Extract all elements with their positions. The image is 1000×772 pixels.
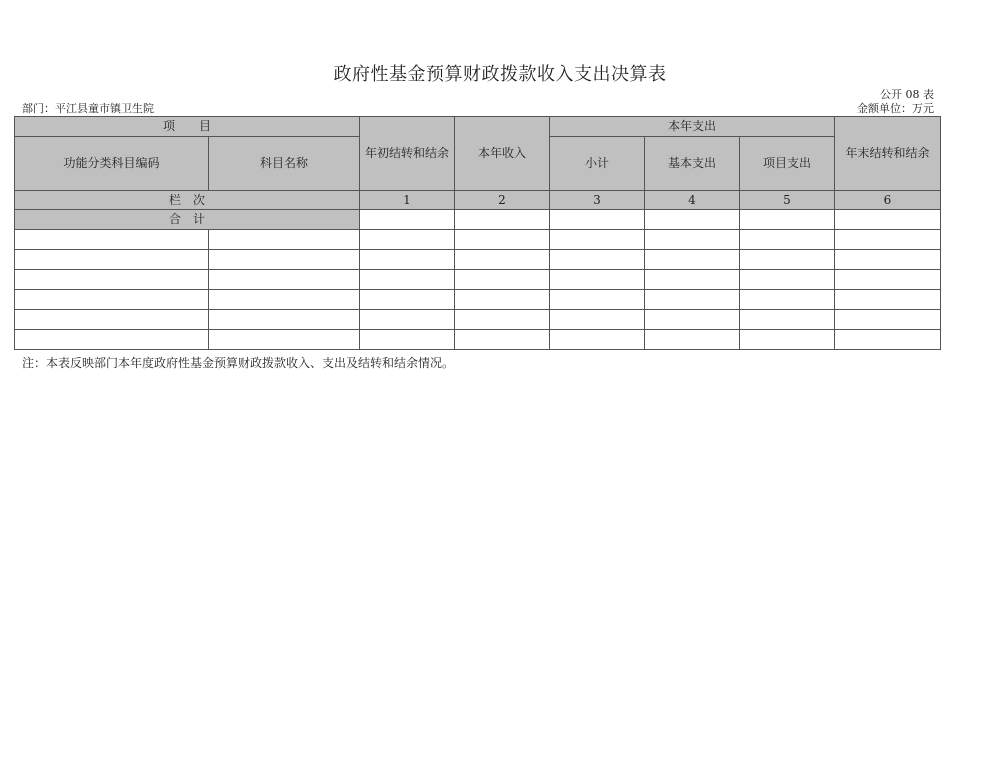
table-cell — [209, 270, 360, 290]
table-cell — [15, 330, 209, 350]
header-expense: 本年支出 — [550, 117, 835, 137]
page-title: 政府性基金预算财政拨款收入支出决算表 — [333, 64, 667, 85]
budget-table — [14, 116, 941, 350]
table-cell — [550, 250, 645, 270]
header-income: 本年收入 — [455, 117, 550, 191]
table-cell — [550, 230, 645, 250]
table-cell — [360, 330, 455, 350]
table-cell — [209, 230, 360, 250]
header-project: 项目支出 — [740, 137, 835, 191]
table-cell — [15, 290, 209, 310]
column-index: 4 — [645, 191, 740, 210]
column-index: 2 — [455, 191, 550, 210]
total-label: 合 计 — [15, 210, 360, 230]
table-cell — [550, 270, 645, 290]
table-cell — [645, 270, 740, 290]
table-cell — [360, 290, 455, 310]
table-cell — [360, 270, 455, 290]
table-cell — [645, 290, 740, 310]
table-cell — [740, 270, 835, 290]
table-cell — [209, 310, 360, 330]
column-index: 3 — [550, 191, 645, 210]
table-row — [15, 230, 941, 250]
table-row — [15, 310, 941, 330]
header-item: 项 目 — [15, 117, 360, 137]
header-subject-name: 科目名称 — [209, 137, 360, 191]
table-row — [15, 290, 941, 310]
table-cell — [740, 290, 835, 310]
table-cell — [550, 290, 645, 310]
total-cell — [550, 210, 645, 230]
table-cell — [645, 310, 740, 330]
table-cell — [15, 250, 209, 270]
table-cell — [835, 310, 941, 330]
table-cell — [209, 290, 360, 310]
table-cell — [550, 310, 645, 330]
unit-label: 金额单位：万元 — [857, 102, 934, 115]
table-cell — [835, 290, 941, 310]
table-row — [15, 270, 941, 290]
table-cell — [455, 270, 550, 290]
table-cell — [15, 310, 209, 330]
column-index: 5 — [740, 191, 835, 210]
table-cell — [740, 330, 835, 350]
table-cell — [209, 330, 360, 350]
total-cell — [835, 210, 941, 230]
column-index-label: 栏 次 — [15, 191, 360, 210]
total-row — [15, 210, 941, 230]
table-cell — [455, 330, 550, 350]
table-cell — [209, 250, 360, 270]
total-cell — [740, 210, 835, 230]
table-cell — [740, 250, 835, 270]
table-cell — [740, 230, 835, 250]
table-cell — [455, 250, 550, 270]
table-cell — [835, 230, 941, 250]
table-cell — [360, 310, 455, 330]
table-cell — [835, 330, 941, 350]
table-cell — [15, 230, 209, 250]
table-cell — [645, 250, 740, 270]
table-cell — [550, 330, 645, 350]
header-begin-balance: 年初结转和结余 — [360, 117, 455, 191]
table-cell — [835, 250, 941, 270]
department-label: 部门：平江县童市镇卫生院 — [22, 102, 154, 115]
total-cell — [360, 210, 455, 230]
total-cell — [645, 210, 740, 230]
table-cell — [360, 230, 455, 250]
table-cell — [455, 290, 550, 310]
total-cell — [455, 210, 550, 230]
footnote: 注：本表反映部门本年度政府性基金预算财政拨款收入、支出及结转和结余情况。 — [22, 356, 455, 370]
table-cell — [455, 230, 550, 250]
table-cell — [645, 330, 740, 350]
table-cell — [455, 310, 550, 330]
table-cell — [360, 250, 455, 270]
header-end-balance: 年末结转和结余 — [835, 117, 941, 191]
table-row — [15, 250, 941, 270]
column-index: 1 — [360, 191, 455, 210]
column-index: 6 — [835, 191, 941, 210]
table-cell — [740, 310, 835, 330]
table-row — [15, 330, 941, 350]
header-subtotal: 小计 — [550, 137, 645, 191]
header-func-code: 功能分类科目编码 — [15, 137, 209, 191]
header-basic: 基本支出 — [645, 137, 740, 191]
table-cell — [15, 270, 209, 290]
form-number: 公开 08 表 — [880, 88, 934, 101]
table-cell — [645, 230, 740, 250]
table-cell — [835, 270, 941, 290]
